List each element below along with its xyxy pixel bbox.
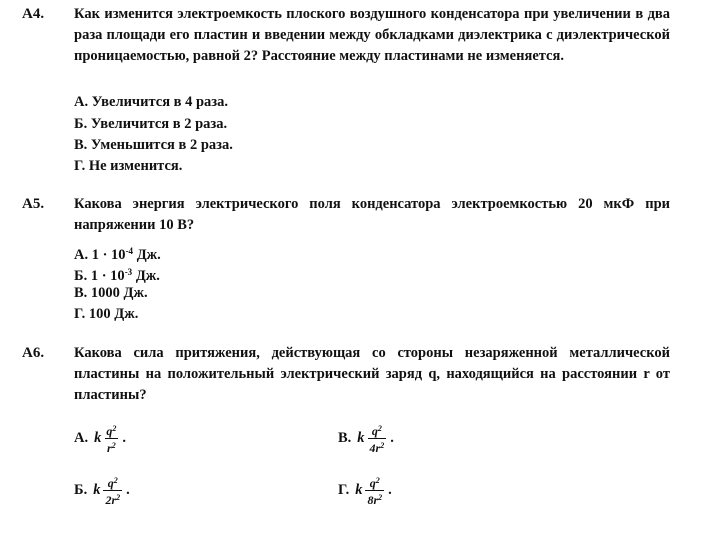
option-a5-a: А. $1 \cdot 10^{-4}$ Дж. (74, 246, 161, 263)
question-text-a4: Как изменится электроемкость плоского воздушного конденсатора при увеличении в два раза площади его пластин и введении между обкладками диэлектрика с диэлектрической проницаемостью, равной 2? Расстояние между пластинами не изменяется. (74, 6, 670, 64)
option-a4-b: Б. Увеличится в 2 раза. (74, 116, 228, 132)
option-a4-g: Г. Не изменится. (74, 158, 183, 174)
question-number-a4: А4. (22, 6, 45, 22)
question-text-a5: Какова энергия электрического поля конденсатора электроемкостью 20 мкФ при напряжении 10 В? (74, 196, 670, 233)
option-a5-g: Г. 100 Дж. (74, 306, 139, 322)
option-a6-a: А. k $\frac{q^2}{r^2}$ . (74, 424, 126, 455)
question-number-a6: А6. (22, 345, 45, 361)
question-number-a5: А5. (22, 196, 45, 212)
option-a6-v: В. k $\frac{q^2}{4r^2}$ . (338, 424, 394, 455)
option-a5-v: В. 1000 Дж. (74, 285, 148, 301)
option-a5-b: Б. $1 \cdot 10^{-3}$ Дж. (74, 267, 160, 284)
option-a4-v: В. Уменьшится в 2 раза. (74, 137, 233, 153)
option-a6-g: Г. k $\frac{q^2}{8r^2}$ . (338, 476, 392, 507)
question-text-a6: Какова сила притяжения, действующая со стороны незаряженной металлической пластины на положительный электрический заряд q, находящийся на расстоянии r от пластины? (74, 345, 670, 403)
option-a6-b: Б. k $\frac{q^2}{2r^2}$ . (74, 476, 130, 507)
option-a4-a: А. Увеличится в 4 раза. (74, 94, 229, 110)
